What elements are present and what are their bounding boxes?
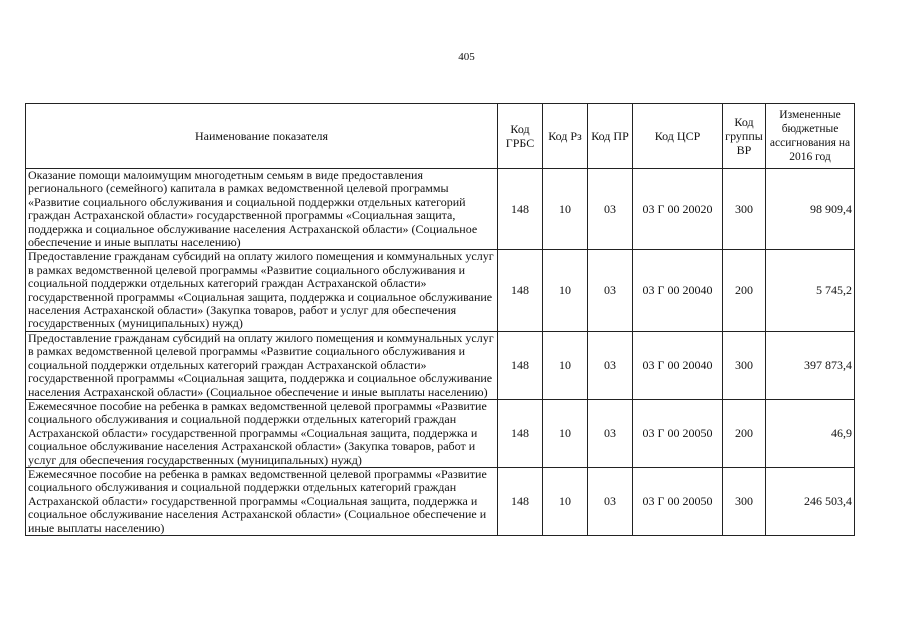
row-vr: 300: [723, 331, 766, 399]
row-grbs: 148: [498, 169, 543, 250]
row-name: Оказание помощи малоимущим многодетным семьям в виде предоставления регионального (семейного) капитала в рамках ведомственной целевой программы «Развитие социального обслуживания и социальной поддержки отдельных категорий граждан Астраханской области» государственной программы «Социальная защита, поддержка и социальное обслуживание населения Астраханской области» (Социальное обеспечение и иные выплаты населению): [26, 169, 498, 250]
row-pr: 03: [588, 399, 633, 467]
row-vr: 200: [723, 250, 766, 331]
row-rz: 10: [543, 399, 588, 467]
row-rz: 10: [543, 250, 588, 331]
row-pr: 03: [588, 331, 633, 399]
row-grbs: 148: [498, 331, 543, 399]
row-grbs: 148: [498, 467, 543, 535]
table-row: [26, 467, 855, 535]
row-grbs: 148: [498, 399, 543, 467]
row-name: Предоставление гражданам субсидий на оплату жилого помещения и коммунальных услуг в рамках ведомственной целевой программы «Развитие социального обслуживания и социальной поддержки отдельных категорий граждан Астраханской области» государственной программы «Социальная защита, поддержка и социальное обслуживание населения Астраханской области» (Закупка товаров, работ и услуг для обеспечения государственных (муниципальных) нужд): [26, 250, 498, 331]
row-csr: 03 Г 00 20050: [633, 467, 723, 535]
header-vr: Код группы ВР: [723, 104, 766, 169]
header-rz: Код Рз: [543, 104, 588, 169]
table-row: [26, 331, 855, 399]
header-pr: Код ПР: [588, 104, 633, 169]
row-name: Ежемесячное пособие на ребенка в рамках ведомственной целевой программы «Развитие социального обслуживания и социальной поддержки отдельных категорий граждан Астраханской области» государственной программы «Социальная защита, поддержка и социальное обслуживание населения Астраханской области» (Закупка товаров, работ и услуг для обеспечения государственных (муниципальных) нужд): [26, 399, 498, 467]
row-grbs: 148: [498, 250, 543, 331]
row-sum: 5 745,2: [766, 250, 855, 331]
header-csr: Код ЦСР: [633, 104, 723, 169]
table-header-row: [26, 104, 855, 169]
header-name: Наименование показателя: [26, 104, 498, 169]
table-row: [26, 399, 855, 467]
row-vr: 200: [723, 399, 766, 467]
table-row: [26, 169, 855, 250]
page-number: 405: [458, 51, 475, 63]
row-rz: 10: [543, 169, 588, 250]
row-csr: 03 Г 00 20050: [633, 399, 723, 467]
row-name: Предоставление гражданам субсидий на оплату жилого помещения и коммунальных услуг в рамках ведомственной целевой программы «Развитие социального обслуживания и социальной поддержки отдельных категорий граждан Астраханской области» государственной программы «Социальная защита, поддержка и социальное обслуживание населения Астраханской области» (Социальное обеспечение и иные выплаты населению): [26, 331, 498, 399]
row-rz: 10: [543, 331, 588, 399]
row-sum: 397 873,4: [766, 331, 855, 399]
row-sum: 98 909,4: [766, 169, 855, 250]
row-pr: 03: [588, 169, 633, 250]
row-pr: 03: [588, 467, 633, 535]
row-sum: 46,9: [766, 399, 855, 467]
row-name: Ежемесячное пособие на ребенка в рамках ведомственной целевой программы «Развитие социального обслуживания и социальной поддержки отдельных категорий граждан Астраханской области» государственной программы «Социальная защита, поддержка и социальное обслуживание населения Астраханской области» (Социальное обеспечение и иные выплаты населению): [26, 467, 498, 535]
row-csr: 03 Г 00 20040: [633, 331, 723, 399]
row-vr: 300: [723, 467, 766, 535]
budget-table: [25, 103, 855, 536]
row-csr: 03 Г 00 20040: [633, 250, 723, 331]
table-row: [26, 250, 855, 331]
row-vr: 300: [723, 169, 766, 250]
row-csr: 03 Г 00 20020: [633, 169, 723, 250]
row-pr: 03: [588, 250, 633, 331]
header-sum: Измененные бюджетные ассигнования на 2016 год: [766, 104, 855, 169]
row-sum: 246 503,4: [766, 467, 855, 535]
row-rz: 10: [543, 467, 588, 535]
header-grbs: Код ГРБС: [498, 104, 543, 169]
